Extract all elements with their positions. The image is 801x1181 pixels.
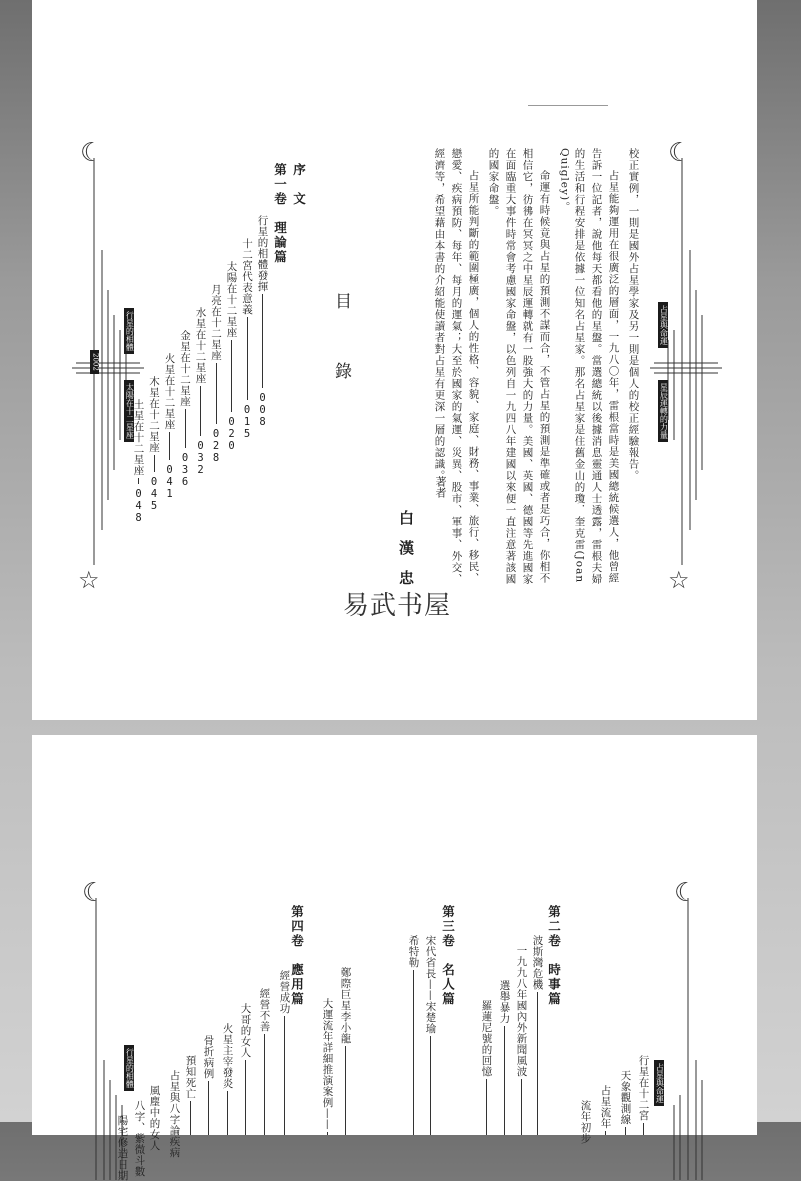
toc-page-number: 048 [132,488,145,524]
volume3-heading: 第三卷 名人篇 [440,905,456,1007]
right-ornament [644,140,724,600]
toc-item-label: 經營不善 [258,988,271,1032]
toc-item-label: 一九九八年國內外新聞風波 [515,945,528,1077]
toc-item-label: 大運流年詳細推演案例—— [321,998,334,1130]
top-rule [528,105,608,106]
book-page-top [32,0,757,720]
toc-item-label: 八字、紫微斗數 [133,1100,146,1177]
moon-icon: ☾ [674,878,698,908]
toc-item-label: 火星主宰發炎 [221,1023,234,1089]
toc-item-label: 木星在十二星座 [148,376,160,453]
toc-item-label: 太陽在十二星座 [225,261,238,338]
author-name: 白 漢 忠 [397,510,415,585]
moon-icon: ☾ [668,138,692,168]
toc-page-number: 041 [163,464,176,500]
toc-leader-line [345,1046,346,1135]
toc-leader-line [208,1081,209,1135]
toc-page-number: 020 [225,416,238,452]
preface-line: 在面臨重大事件時常會考慮國家命盤，以色列自一九四八年建國以來便一直注意著該國 [504,148,517,585]
toc-page-number: 032 [194,440,207,476]
toc-leader-line [262,294,263,388]
left-ornament [72,140,152,600]
toc-page-number: 045 [148,476,160,512]
toc-item-label: 占星與八字論疾病 [168,1070,181,1158]
preface-line: 經濟等，希望藉由本書的介紹能使讀者對占星有更深一層的認識。 [433,148,446,482]
star-icon: ☆ [78,566,100,594]
sunburst-lines [72,140,152,600]
preface-line: 命運有時候竟與占星的預測不謀而合，不管占星的預測是準確或者是巧合，你相不 [538,170,551,584]
preface-line: 占星能夠運用在很廣泛的層面，一九八〇年，雷根當時是美國總統候選人，他曾經 [607,170,620,584]
moon-icon: ☾ [82,878,106,908]
toc-leader-line [190,1101,191,1135]
preface-line: 的生活和行程安排是依據一位知名占星家。那名占星家是住舊金山的瓊．奎克雷(Joan [573,148,586,584]
toc-item-label: 希特勒 [407,935,420,968]
toc-leader-line [245,1060,246,1135]
ornament-label: 行星的相體 [124,1045,134,1091]
preface-line: Quigley)。 [558,148,571,213]
ornament-tag: 2002 [90,350,99,374]
ornament-label: 占星與命運 [658,302,668,348]
toc-page-number: 015 [241,404,253,440]
toc-leader-line [169,432,170,460]
toc-leader-line [413,970,414,1135]
watermark-text: 易武书屋 [343,591,452,621]
toc-leader-line [327,1132,328,1135]
book-page-bottom [32,735,757,1181]
toc-item-label: 預知死亡 [184,1055,197,1099]
preface-line: 的國家命盤。 [487,148,500,217]
toc-item-label: 大哥的女人 [239,1003,252,1058]
toc-item-label: 金星在十二星座 [179,330,191,407]
toc-leader-line [185,409,186,448]
toc-page-number: 028 [210,428,222,464]
toc-leader-line [138,478,139,484]
toc-item-label: 十二宮代表意義 [241,238,253,315]
toc-title: 目 錄 [331,292,351,397]
ornament-label: 星辰運轉的力量 [658,380,668,442]
preface-line: 校正實例，一則是國外占星學家及另一則是個人的校正經驗報告。 [627,148,640,482]
toc-item-label: 火星在十二星座 [163,353,176,430]
sunburst-lines [644,140,724,600]
toc-leader-line [216,363,217,424]
toc-item-label: 宋代省長——宋楚瑜 [424,935,437,1034]
toc-leader-line [521,1079,522,1135]
toc-item-label: 天象觀測線 [619,1070,632,1125]
author-label: 著者 [434,476,447,498]
preface-line: 占星所能判斷的範圍極廣，個人的性格、容貌、家庭、財務、事業、旅行、移民、 [467,170,480,584]
toc-leader-line [430,1036,431,1135]
preface-heading: 序 文 [291,163,307,207]
toc-leader-line [264,1034,265,1135]
moon-icon: ☾ [80,138,104,168]
right-ornament [644,880,724,1180]
volume4-heading: 第四卷 應用篇 [289,905,305,1007]
volume1-heading: 第一卷 理論篇 [272,163,288,265]
toc-item-label: 行星在十二宮 [637,1055,650,1121]
toc-item-label: 骨折病例 [202,1035,215,1079]
star-icon: ☆ [668,566,690,594]
toc-item-label: 水星在十二星座 [194,307,207,384]
toc-page-number: 036 [179,452,191,488]
toc-item-label: 風塵中的女人 [148,1085,161,1151]
toc-item-label: 占星流年 [599,1085,612,1129]
toc-leader-line [231,340,232,412]
preface-line: 戀愛、疾病預防、每年、每月的運氣；大至於國家的氣運、災異、股市、軍事、外交、 [450,148,463,585]
toc-item-label: 行星的相體發揮 [256,215,269,292]
toc-leader-line [486,1079,487,1135]
preface-line: 相信它，彷彿在冥冥之中星辰運轉就有一股強大的力量。美國、英國、德國等先進國家 [521,148,534,585]
toc-item-label: 羅蓮尼號的回憶 [480,1000,493,1077]
toc-item-label: 波斯灣危機 [531,935,544,990]
toc-leader-line [200,386,201,436]
preface-line: 告訴一位記者，說他每天都看他的星盤。當選總統以後據消息靈通人士透露，雷根夫婦 [590,148,603,585]
toc-leader-line [227,1091,228,1135]
ornament-label: 太陽在十二星座 [124,380,134,442]
toc-page-number: 008 [256,392,269,428]
toc-item-label: 月亮在十二星座 [210,284,222,361]
toc-leader-line [625,1127,626,1135]
ornament-label: 占星與命運 [654,1060,664,1106]
toc-leader-line [605,1131,606,1135]
toc-item-label: 流年初步 [579,1100,592,1144]
toc-leader-line [643,1123,644,1135]
toc-leader-line [537,992,538,1135]
toc-leader-line [284,1016,285,1135]
toc-leader-line [504,1026,505,1135]
volume2-heading: 第二卷 時事篇 [546,905,562,1007]
toc-leader-line [154,455,155,472]
toc-item-label: 鄭際巨星李小龍 [339,967,352,1044]
toc-item-label: 土星在十二星座 [132,399,145,476]
ornament-label: 行星的相體 [124,308,134,354]
toc-leader-line [247,317,248,400]
toc-item-label: 陽宅修造日期 [116,1115,129,1181]
toc-item-label: 選舉暴力 [498,980,511,1024]
toc-item-label: 經營成功 [278,970,291,1014]
sunburst-lines [644,880,724,1180]
